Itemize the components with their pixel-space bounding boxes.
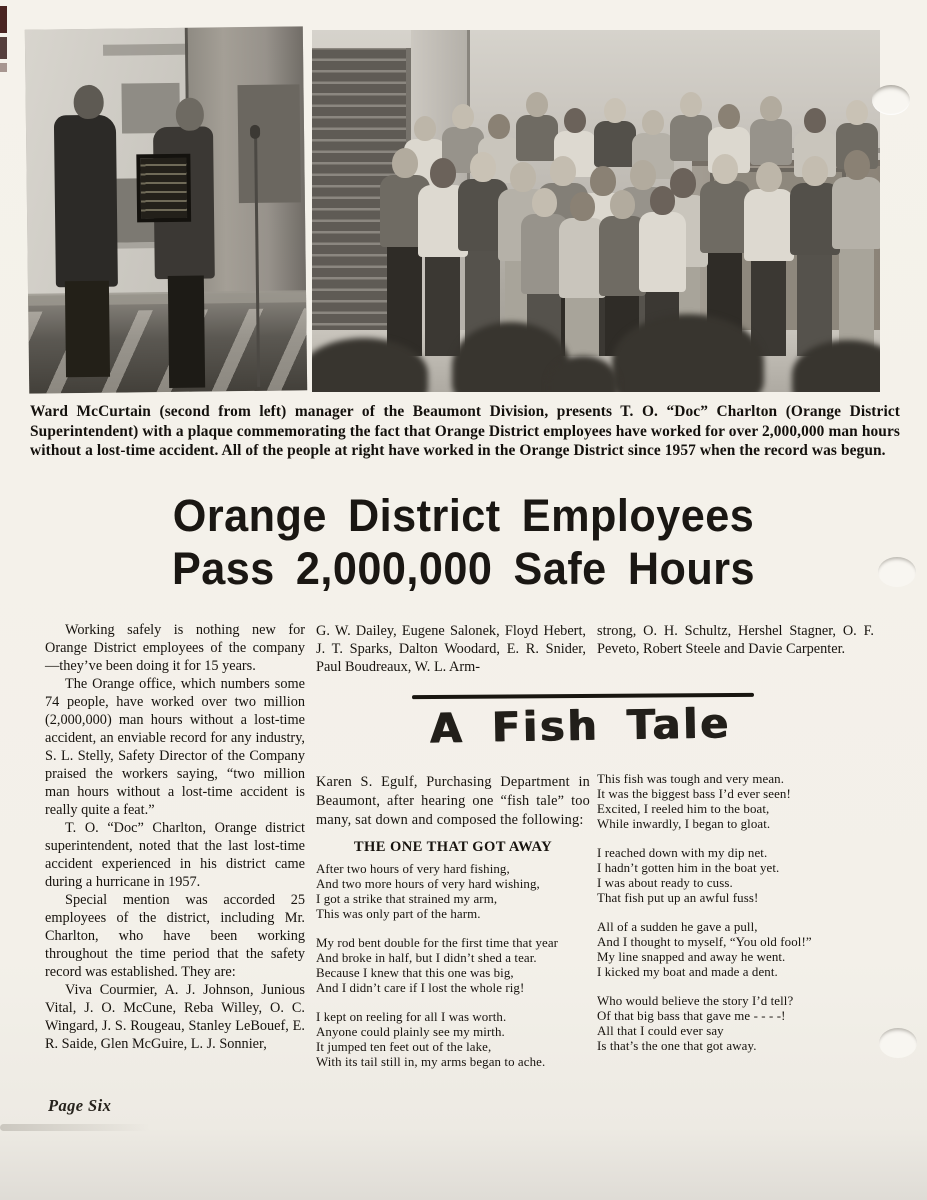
poem-line: After two hours of very hard fishing, (316, 862, 510, 877)
fish-tale-column-right (597, 772, 877, 1068)
poem-line: I was about ready to cuss. (597, 876, 733, 890)
poem-line: I kept on reeling for all I was worth. (316, 1010, 507, 1025)
person-silhouette (718, 104, 740, 129)
article-paragraph: Viva Courmier, A. J. Johnson, Junious Vital, J. O. McCune, Reba Willey, O. C. Wingard, J. S. Rougeau, Stanley LeBouef, E. R. Saide, Glen McGuire, L. J. Sonnier, (45, 982, 305, 1052)
poem-line: With its tail still in, my arms began to ache. (316, 1055, 546, 1070)
poem-stanza (597, 920, 877, 980)
person-silhouette-torso (700, 181, 749, 253)
fish-tale-intro: Karen S. Egulf, Purchasing Department in Beaumont, after hearing one “fish tale” too many, sat down and composed the following: (316, 774, 590, 828)
poem-stanza (316, 936, 590, 996)
poem-line: This fish was tough and very mean. (597, 772, 785, 786)
recipient-silhouette-legs (168, 276, 205, 388)
article-paragraph: Special mention was accorded 25 employees of the district, including Mr. Charlton, who have been working throughout the time period that the safety record was established. They are: (45, 892, 305, 980)
photo-plaque-presentation (25, 26, 307, 393)
poem-stanza (597, 994, 877, 1054)
person-silhouette-legs (425, 253, 460, 356)
person-silhouette (452, 104, 474, 129)
person-silhouette-torso (594, 121, 636, 167)
poem-line: This was only part of the harm. (316, 907, 481, 922)
manager-silhouette-head (73, 85, 103, 119)
person-silhouette-torso (832, 177, 880, 249)
poem-line: I got a strike that strained my arm, (316, 892, 498, 907)
person-silhouette (488, 114, 510, 139)
person-silhouette (760, 96, 782, 121)
poem-line: All that I could ever say (597, 1024, 724, 1038)
poem-stanzas-left (316, 862, 590, 1070)
poem-line: Is that’s the one that got away. (597, 1039, 757, 1053)
person-silhouette (604, 98, 626, 123)
manager-silhouette-legs (65, 281, 110, 378)
headline-line-2: Pass 2,000,000 Safe Hours (171, 543, 756, 594)
article-paragraph: The Orange office, which numbers some 74 people, have worked over two million (2,000,000) man hours without a lost-time accident, an enviable record for any industry, S. L. Stelly, Safety Director of the Company praised the workers saying, “two million man hours without a lost-time accident is really quite a feat.” (45, 676, 305, 818)
left-photo-door-panel (237, 84, 300, 203)
person-silhouette-torso (516, 115, 558, 161)
poem-line: Excited, I reeled him to the boat, (597, 802, 770, 816)
manager-silhouette-body (54, 115, 118, 288)
person-silhouette (712, 154, 738, 184)
poem-line: I reached down with my dip net. (597, 846, 768, 860)
person-silhouette (802, 156, 828, 186)
article-paragraph: Working safely is nothing new for Orange District employees of the company—they’ve been doing it for 15 years. (45, 622, 305, 674)
poem-line: Of that big bass that gave me - - - -! (597, 1009, 786, 1023)
poem-stanza (597, 772, 877, 832)
left-photo-wall-sign (103, 44, 191, 56)
person-silhouette (564, 108, 586, 133)
poem-line: And two more hours of very hard wishing, (316, 877, 540, 892)
microphone-icon (250, 125, 260, 139)
person-silhouette (414, 116, 436, 141)
person-silhouette (470, 152, 496, 182)
section-divider-rule (412, 693, 754, 699)
poem-line: My rod bent double for the first time that year (316, 936, 559, 951)
poem-line: And I thought to myself, “You old fool!” (597, 935, 812, 949)
poem-line: All of a sudden he gave a pull, (597, 920, 758, 934)
person-silhouette (510, 162, 536, 192)
punch-hole-middle (878, 557, 916, 587)
poem-line: And broke in half, but I didn’t shed a tear. (316, 951, 537, 966)
article-column-2-names: G. W. Dailey, Eugene Salonek, Floyd Hebert, J. T. Sparks, Dalton Woodard, E. R. Snider, Paul Boudreaux, W. L. Arm- (316, 623, 586, 675)
person-silhouette (570, 192, 595, 221)
poem-line: Who would believe the story I’d tell? (597, 994, 794, 1008)
fish-tale-column-left (316, 773, 590, 1084)
person-silhouette (680, 92, 702, 117)
poem-stanza (597, 846, 877, 906)
recipient-silhouette-head (176, 98, 204, 131)
poem-stanza (316, 1010, 590, 1070)
person-silhouette (844, 150, 870, 180)
poem-line: That fish put up an awful fuss! (597, 891, 759, 905)
person-silhouette-legs (797, 251, 832, 356)
person-silhouette-legs (387, 243, 422, 356)
person-silhouette (756, 162, 782, 192)
fish-tale-headline: A Fish Tale (429, 699, 731, 753)
person-silhouette (846, 100, 868, 125)
poem-title: THE ONE THAT GOT AWAY (353, 839, 553, 856)
scan-edge-mark (0, 37, 7, 59)
poem-stanza (316, 862, 590, 922)
poem-line: I hadn’t gotten him in the boat yet. (597, 861, 780, 875)
person-silhouette (804, 108, 826, 133)
poem-line: It was the biggest bass I’d ever seen! (597, 787, 791, 801)
article-paragraph: T. O. “Doc” Charlton, Orange district superintendent, noted that the last lost-time accident experienced in his district came during a hurricane in 1957. (45, 820, 305, 890)
poem-line: Anyone could plainly see my mirth. (316, 1025, 505, 1040)
punch-hole-top (872, 85, 910, 115)
person-silhouette-legs (565, 294, 599, 356)
person-silhouette (430, 158, 456, 188)
photo-employee-group (312, 30, 880, 392)
person-silhouette-torso (639, 212, 687, 292)
poem-line: My line snapped and away he went. (597, 950, 786, 964)
person-silhouette (650, 186, 675, 215)
person-silhouette (532, 188, 557, 217)
scan-smudge (0, 1124, 150, 1131)
safety-plaque (136, 154, 191, 223)
person-silhouette (526, 92, 548, 117)
person-silhouette-torso (744, 189, 793, 261)
article-column-1 (45, 621, 305, 1053)
person-silhouette-torso (750, 119, 792, 165)
person-silhouette (392, 148, 418, 178)
person-silhouette (642, 110, 664, 135)
poem-line: While inwardly, I began to gloat. (597, 817, 771, 831)
poem-line: It jumped ten feet out of the lake, (316, 1040, 492, 1055)
person-silhouette (550, 156, 576, 186)
photo-caption: Ward McCurtain (second from left) manager of the Beaumont Division, presents T. O. “Doc” Charlton (Orange District Superintendent) with a plaque commemorating the fact that Orange District employees have worked for over 2,000,000 man hours without a lost-time accident. All of the people at right have worked in the Orange District since 1957 when the record was begun. (30, 403, 900, 460)
person-silhouette (610, 190, 635, 219)
person-silhouette (630, 160, 656, 190)
person-silhouette (590, 166, 616, 196)
article-column-3-names: strong, O. H. Schultz, Hershel Stagner, O. F. Peveto, Robert Steele and Davie Carpenter. (597, 623, 874, 657)
headline-line-1: Orange District Employees (172, 490, 755, 541)
scan-edge-mark (0, 6, 7, 33)
poem-line: I kicked my boat and made a dent. (597, 965, 778, 979)
scan-edge-mark (0, 63, 7, 72)
page-number: Page Six (48, 1096, 112, 1115)
poem-line: And I didn’t care if I lost the whole rig! (316, 981, 525, 996)
person-silhouette (670, 168, 696, 198)
person-silhouette-torso (670, 115, 712, 161)
punch-hole-bottom (879, 1028, 917, 1058)
article-headline (0, 489, 927, 595)
poem-line: Because I knew that this one was big, (316, 966, 514, 981)
